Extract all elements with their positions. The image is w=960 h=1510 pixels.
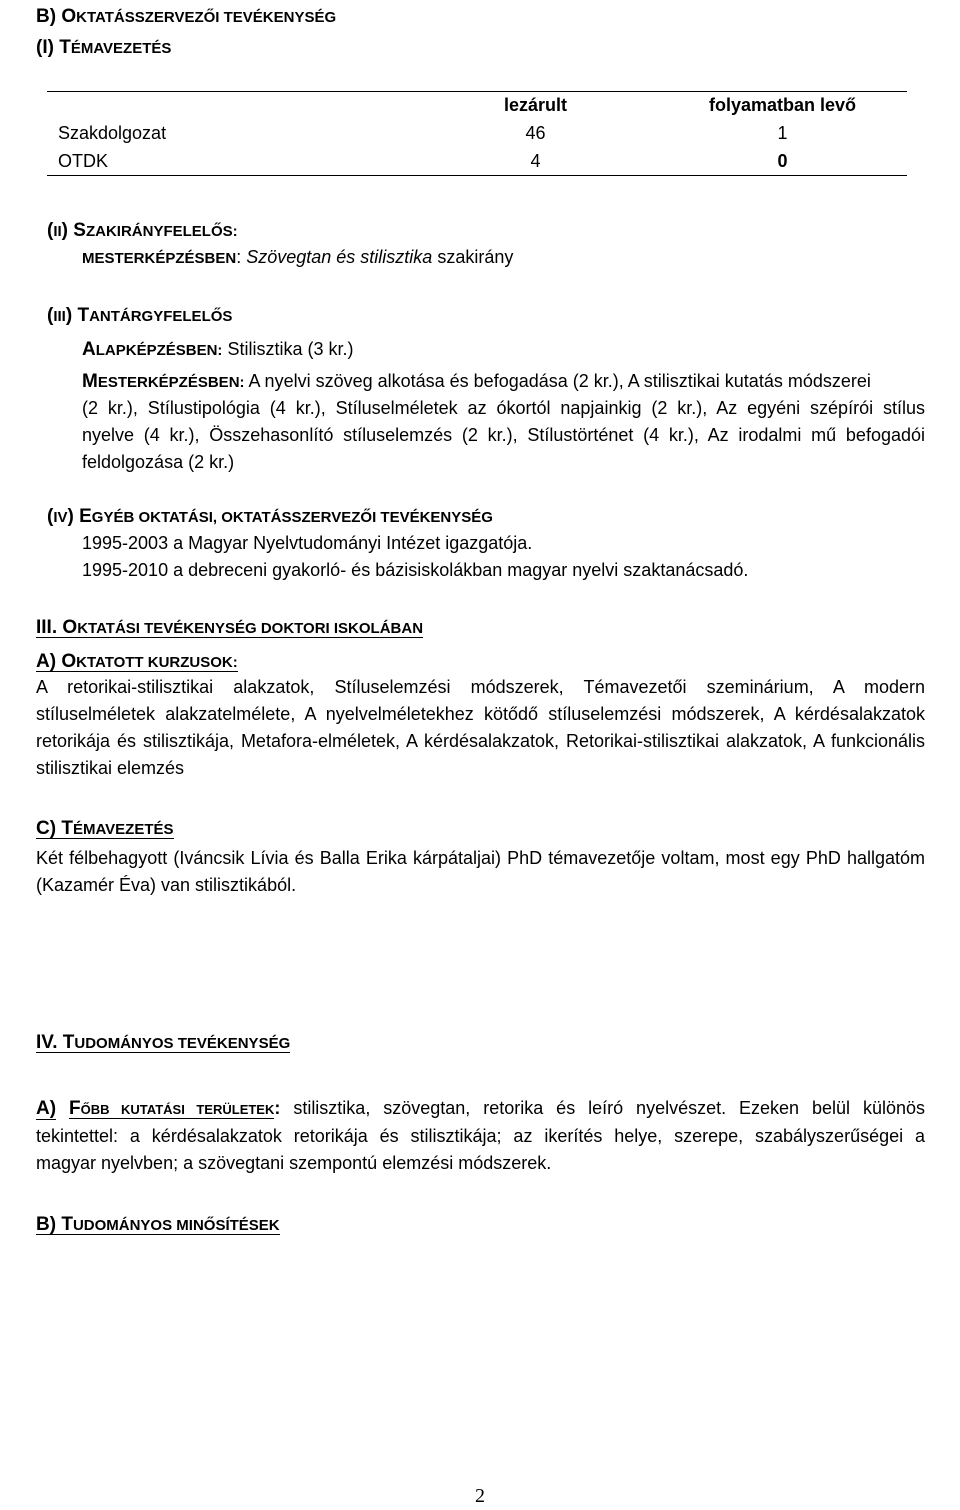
research-a-text: stilisztika, szövegtan, retorika és leíró nyelvészet. Ezeken belül különös — [293, 1098, 925, 1118]
table-cell-closed: 4 — [530, 151, 541, 171]
subsection-heading-c — [36, 815, 174, 843]
supervision-paragraph — [36, 845, 925, 899]
table-cell-ongoing: 0 — [777, 151, 788, 171]
section-heading-iv — [36, 1029, 290, 1057]
master-course-label-rest: ESTERKÉPZÉSBEN: — [97, 374, 245, 391]
topic-heading-iv-rest: GYÉB OKTATÁSI, OKTATÁSSZERVEZŐI TEVÉKENYSÉG — [91, 509, 493, 526]
research-heading-b-rest: UDOMÁNYOS MINŐSÍTÉSEK — [72, 1217, 280, 1234]
topic-heading-ii-close: ) S — [61, 220, 86, 241]
topic-heading-i-prefix: (I) T — [36, 37, 71, 58]
subsection-heading-a-prefix: A) O — [36, 651, 77, 672]
paragraph-line: nyelve (4 kr.), Összehasonlító stíluselemzés (2 kr.), Stílustörténet (4 kr.), Az irodalmi mű befogadói — [82, 425, 925, 445]
topic-heading-iv-roman: IV — [53, 509, 68, 526]
paragraph-line: (2 kr.), Stílustipológia (4 kr.), Stíluselméletek az ókortól napjainkig (2 kr.), Az egyéni szépírói stílus — [82, 398, 925, 418]
section-heading-b-rest: KTATÁSSZERVEZŐI TEVÉKENYSÉG — [76, 9, 337, 26]
master-course-line — [82, 368, 871, 396]
bachelor-course-line — [82, 336, 353, 364]
table-cell-label: OTDK — [58, 151, 109, 171]
master-course-label-first: M — [82, 371, 98, 392]
research-heading-b — [36, 1211, 280, 1239]
subsection-heading-c-rest: ÉMAVEZETÉS — [72, 821, 174, 838]
master-courses-paragraph — [82, 395, 925, 476]
bachelor-course: Stilisztika (3 kr.) — [227, 339, 354, 359]
table-row — [47, 147, 907, 175]
bachelor-label-rest: LAPKÉPZÉSBEN: — [95, 342, 223, 359]
subsection-heading-c-prefix: C) T — [36, 818, 73, 839]
topic-heading-iii-roman: III — [53, 308, 66, 325]
topic-heading-iv-open: ( — [47, 506, 54, 527]
topic-heading-iv — [47, 503, 493, 531]
table-row — [47, 119, 907, 147]
table-header-cell — [47, 91, 413, 119]
section-heading-iii-prefix: III. O — [36, 617, 78, 638]
table-header-row — [47, 91, 907, 119]
research-a-label — [69, 1098, 274, 1119]
section-heading-b — [36, 3, 336, 31]
master-specialization-line — [82, 244, 513, 272]
table-cell-label: Szakdolgozat — [58, 123, 167, 143]
master-course-text: A nyelvi szöveg alkotása és befogadása (2 kr.), A stilisztikai kutatás módszerei — [248, 371, 871, 391]
table-header-cell: lezárult — [503, 95, 568, 115]
topic-heading-i — [36, 34, 171, 62]
page-number: 2 — [475, 1485, 485, 1507]
section-heading-b-prefix: B) O — [36, 6, 77, 27]
paragraph-line: stilisztikai elemzés — [36, 758, 185, 778]
topic-heading-iii-rest: ANTÁRGYFELELŐS — [89, 308, 233, 325]
subsection-heading-a — [36, 648, 238, 676]
topic-heading-ii-open: ( — [47, 220, 54, 241]
topic-heading-iii — [47, 302, 232, 330]
bachelor-label-first: A — [82, 339, 96, 360]
paragraph-line: Két félbehagyott (Iváncsik Lívia és Balla Erika kárpátaljai) PhD témavezetője voltam, most egy PhD hallgatóm — [36, 848, 925, 868]
research-a-prefix: A) — [36, 1098, 57, 1119]
subsection-heading-a-rest: KTATOTT KURZUSOK: — [76, 654, 238, 671]
paragraph-line: magyar nyelvben; a szövegtani szempontú elemzési módszerek. — [36, 1153, 552, 1173]
master-colon: : — [236, 247, 242, 267]
table-cell-closed: 46 — [525, 123, 546, 143]
courses-paragraph — [36, 674, 925, 782]
topic-heading-iii-close: ) T — [65, 305, 90, 326]
topic-heading-i-rest: ÉMAVEZETÉS — [70, 40, 172, 57]
topic-heading-iii-open: ( — [47, 305, 54, 326]
research-a-colon: : — [274, 1098, 281, 1118]
specialization-name: Szövegtan és stilisztika — [246, 247, 433, 267]
paragraph-line: retorikája és stilisztikája, Metafora-elméletek, A kérdésalakzatok, Retorikai-stilisztikai alakzatok, A funkcionális — [36, 731, 925, 751]
topic-heading-ii — [47, 217, 238, 245]
paragraph-line: tekintettel: a kérdésalakzatok retorikája és stilisztikája; az ikerítés helye, szerepe, szabályszerűségei a — [36, 1126, 925, 1146]
section-heading-iii — [36, 614, 423, 642]
paragraph-line: A retorikai-stilisztikai alakzatok, Stíluselemzési módszerek, Témavezetői szeminárium, A modern — [36, 677, 925, 697]
research-areas-paragraph — [36, 1095, 925, 1177]
topic-heading-iv-close: ) E — [67, 506, 92, 527]
table-cell-ongoing: 1 — [777, 123, 788, 143]
topic-heading-ii-roman: II — [53, 223, 62, 240]
specialization-tail: szakirány — [437, 247, 514, 267]
master-label: MESTERKÉPZÉSBEN — [82, 250, 237, 267]
paragraph-line: feldolgozása (2 kr.) — [82, 452, 235, 472]
table-header-cell: folyamatban levő — [708, 95, 857, 115]
section-heading-iv-prefix: IV. T — [36, 1032, 75, 1053]
research-a-label-rest: ŐBB KUTATÁSI TERÜLETEK — [80, 1102, 275, 1117]
section-heading-iv-rest: UDOMÁNYOS TEVÉKENYSÉG — [74, 1035, 291, 1052]
paragraph-line: (Kazamér Éva) van stilisztikából. — [36, 875, 297, 895]
paragraph-line: stíluselméletek alakzatelmélete, A nyelvelméletekhez kötődő stíluselemzési módszerek, A kérdésalakzatok — [36, 704, 925, 724]
research-first-line — [36, 1095, 925, 1123]
topic-heading-ii-rest: ZAKIRÁNYFELELŐS: — [85, 223, 238, 240]
research-heading-b-prefix: B) T — [36, 1214, 73, 1235]
stats-table — [47, 91, 907, 175]
section-heading-iii-rest: KTATÁSI TEVÉKENYSÉG DOKTORI ISKOLÁBAN — [77, 620, 424, 637]
other-activity-line: 1995-2003 a Magyar Nyelvtudományi Intézet igazgatója. — [82, 533, 533, 553]
research-a-label-first: F — [69, 1098, 81, 1119]
other-activity-line: 1995-2010 a debreceni gyakorló- és bázisiskolákban magyar nyelvi szaktanácsadó. — [82, 560, 749, 580]
